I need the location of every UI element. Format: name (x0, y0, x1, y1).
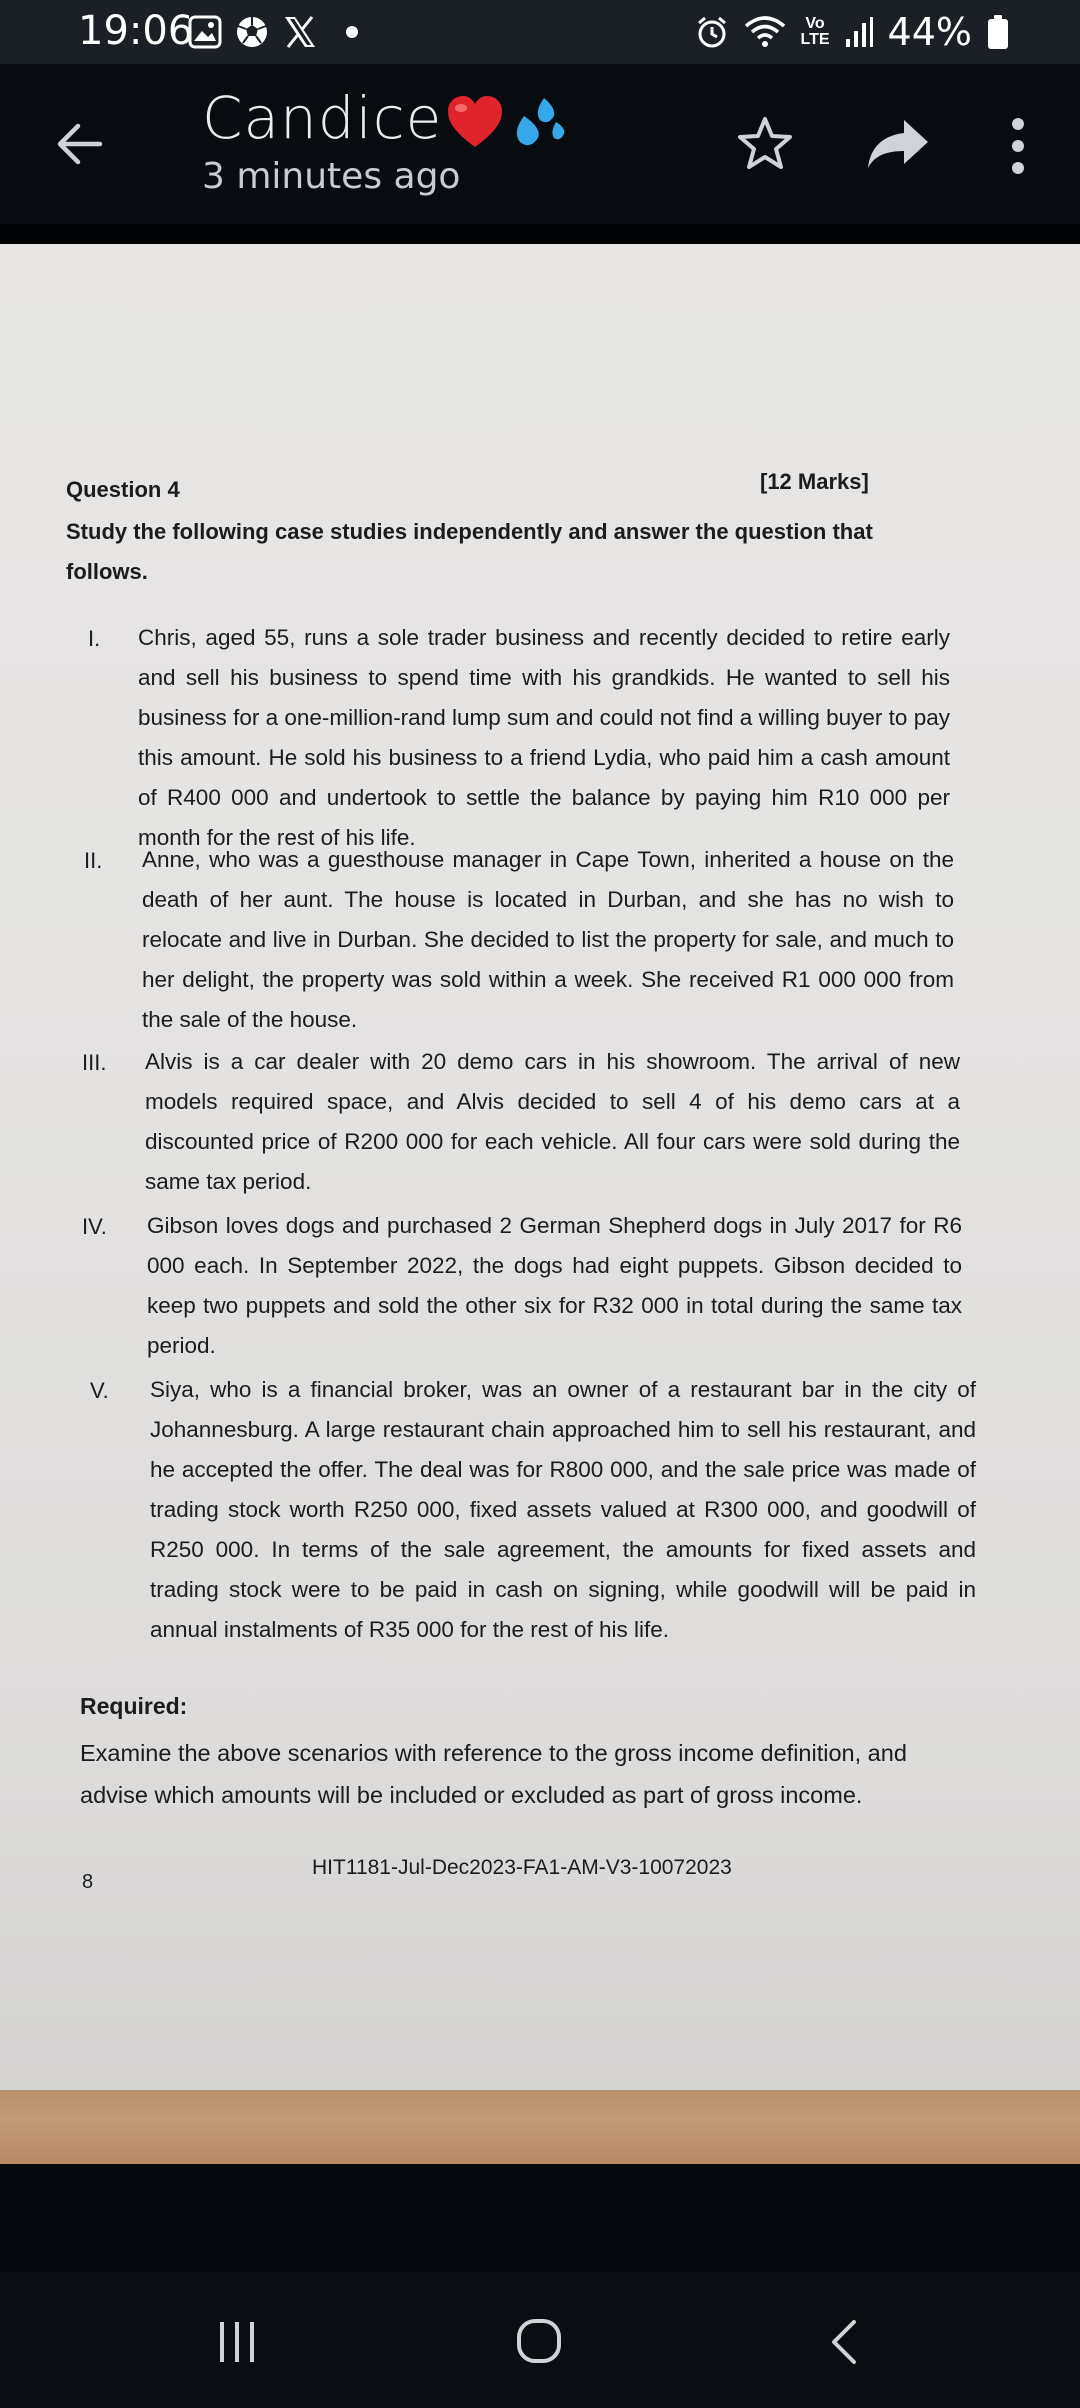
star-icon[interactable] (735, 114, 795, 174)
item-number: III. (82, 1050, 107, 1075)
document-code: HIT1181-Jul-Dec2023-FA1-AM-V3-10072023 (312, 1856, 732, 1879)
volte-icon (801, 16, 830, 48)
case-study-text: Gibson loves dogs and purchased 2 German Shepherd dogs in July 2017 for R6 000 each. In September 2022, the dogs had eight puppets. Gibson decided to keep two puppets and sold the other six for R32 000 in total during the same tax period. (147, 1213, 962, 1358)
marks-label: [12 Marks] (760, 469, 869, 494)
item-number: II. (84, 848, 103, 873)
lte-label: LTE (800, 31, 830, 48)
dot-icon (342, 22, 362, 42)
back-icon[interactable] (828, 2318, 858, 2366)
item-number: V. (90, 1378, 109, 1403)
required-label: Required: (80, 1693, 188, 1719)
sender-name-text: Candice (202, 84, 443, 152)
recents-icon[interactable] (216, 2320, 258, 2364)
battery-icon (986, 14, 1010, 50)
back-arrow-icon[interactable] (50, 114, 110, 174)
sweat-droplets-emoji-icon (508, 94, 568, 150)
sender-name (202, 84, 568, 152)
system-icons (695, 10, 1011, 54)
battery-percent: 44% (887, 10, 972, 54)
status-time: 19:06 (78, 8, 194, 54)
navigation-bar (0, 2272, 1080, 2408)
forward-arrow-icon[interactable] (866, 116, 930, 172)
status-bar (0, 0, 1080, 64)
item-number: IV. (82, 1214, 107, 1239)
alarm-icon (695, 15, 729, 49)
question-label: Question 4 (66, 477, 180, 502)
image-viewer[interactable] (0, 224, 1080, 2164)
message-time: 3 minutes ago (202, 156, 461, 197)
red-heart-emoji-icon (446, 95, 504, 149)
volte-label: Vo (805, 15, 825, 32)
case-study-text: Chris, aged 55, runs a sole trader business and recently decided to retire early and sell his business to spend time with his grandkids. He wanted to sell his business for a one-million-rand lump sum and could not find a willing buyer to pay this amount. He sold his business to a friend Lydia, who paid him a cash amount of R400 000 and undertook to settle the balance by paying him R10 000 per month for the rest of his life. (138, 625, 950, 850)
question-intro: Study the following case studies independently and answer the question that follows. (66, 519, 873, 584)
soccer-ball-icon (234, 14, 270, 50)
case-study-text: Alvis is a car dealer with 20 demo cars in his showroom. The arrival of new models required space, and Alvis decided to sell 4 of his demo cars at a discounted price of R200 000 for each vehicle. All four cars were sold during the same tax period. (145, 1049, 960, 1194)
page-number: 8 (82, 1871, 94, 1893)
app-bar (0, 64, 1080, 224)
case-study-text: Siya, who is a financial broker, was an owner of a restaurant bar in the city of Johannesburg. A large restaurant chain approached him to sell his restaurant, and he accepted the offer. The deal was for R800 000, and the sale price was made of trading stock worth R250 000, fixed assets valued at R300 000, and goodwill of R250 000. In terms of the sale agreement, the amounts for fixed assets and trading stock were to be paid in cash on signing, while goodwill will be paid in annual instalments of R35 000 for the rest of his life. (150, 1377, 976, 1642)
more-options-icon[interactable] (1000, 114, 1036, 178)
item-number: I. (88, 626, 101, 651)
required-text: Examine the above scenarios with reference to the gross income definition, and advise which amounts will be included or excluded as part of gross income. (80, 1740, 907, 1808)
signal-icon (844, 15, 874, 49)
table-surface (0, 2090, 1080, 2164)
notification-icons (188, 14, 362, 50)
case-study-text: Anne, who was a guesthouse manager in Cape Town, inherited a house on the death of her aunt. The house is located in Durban, and she has no wish to relocate and live in Durban. She decided to list the property for sale, and much to her delight, the property was sold within a week. She received R1 000 000 from the sale of the house. (142, 847, 954, 1032)
x-logo-icon (282, 15, 318, 49)
home-icon[interactable] (516, 2318, 562, 2364)
wifi-icon (743, 14, 787, 50)
document-photo (0, 244, 1080, 2114)
gallery-icon (188, 15, 222, 49)
